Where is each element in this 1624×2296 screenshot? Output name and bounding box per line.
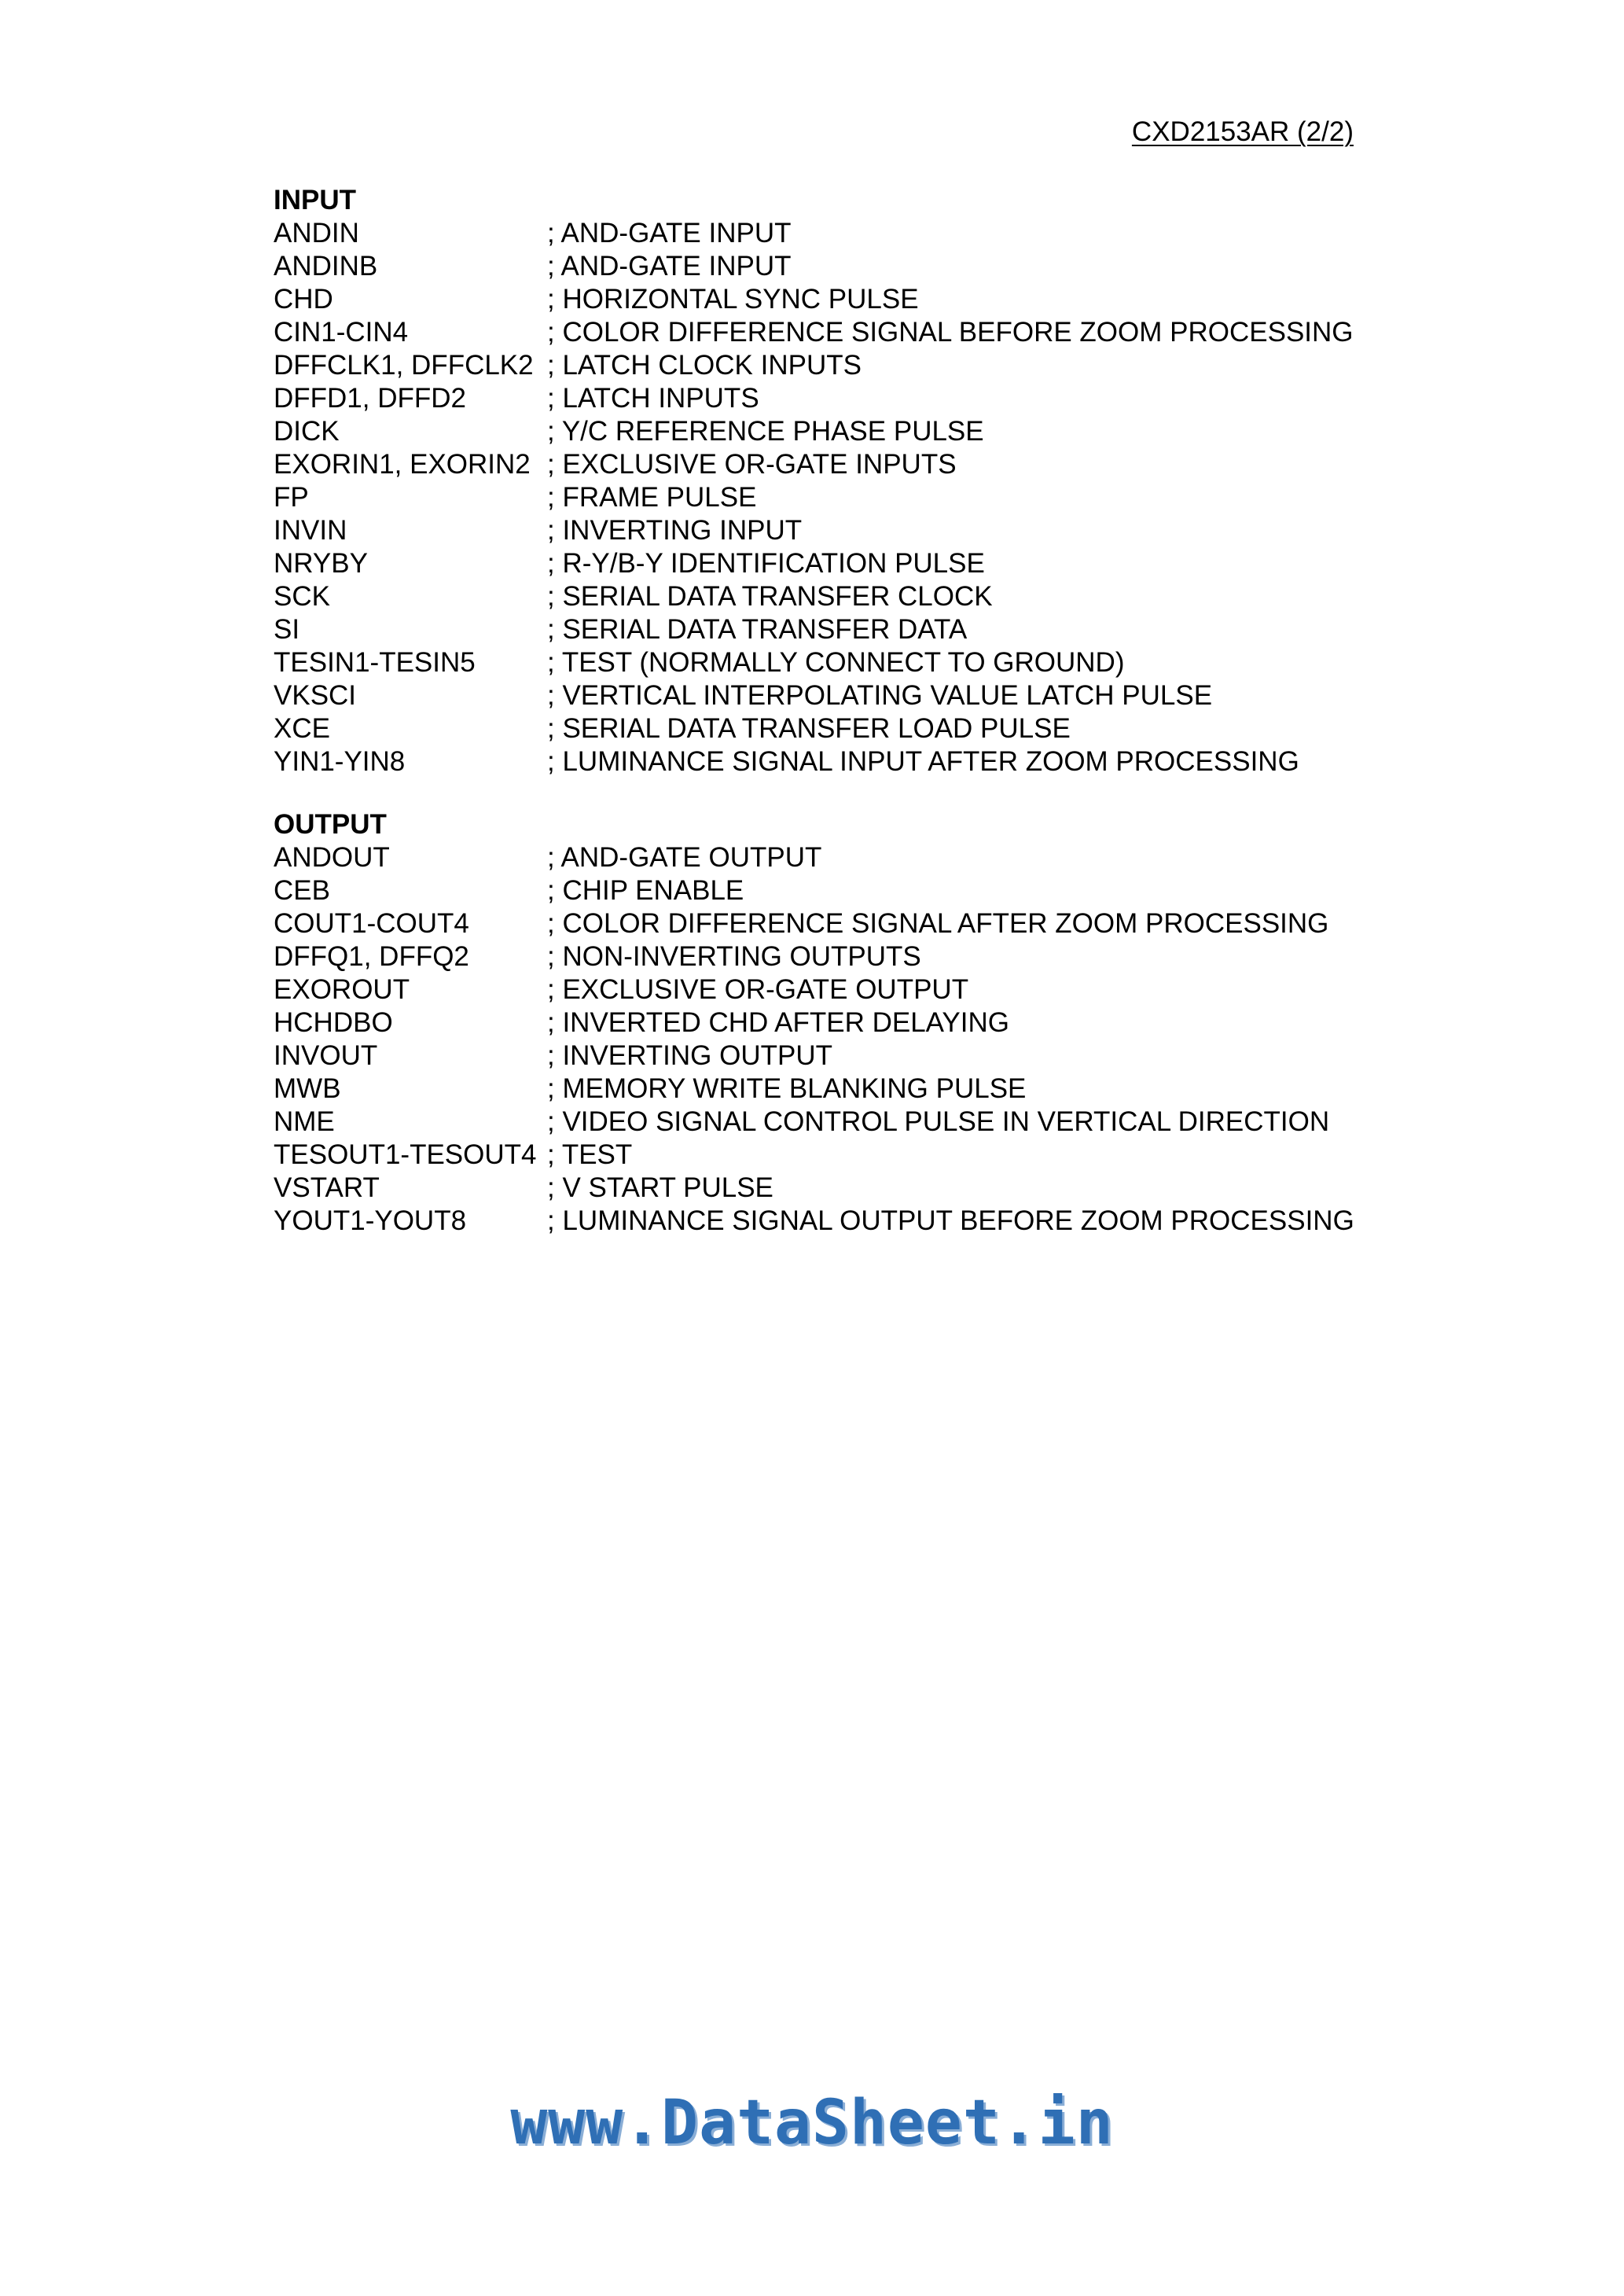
output-pin-row — [274, 1039, 1374, 1073]
pin-description: ; HORIZONTAL SYNC PULSE — [547, 284, 919, 315]
input-pin-row — [274, 448, 1374, 481]
pin-description: ; EXCLUSIVE OR-GATE OUTPUT — [547, 974, 969, 1005]
pin-name: NME — [274, 1106, 335, 1137]
pin-description: ; LATCH INPUTS — [547, 383, 759, 414]
pin-name: NRYBY — [274, 548, 368, 579]
pin-name: DFFD1, DFFD2 — [274, 383, 466, 414]
pin-description: ; SERIAL DATA TRANSFER DATA — [547, 614, 968, 645]
output-pin-row — [274, 841, 1374, 874]
input-pin-section — [274, 184, 1374, 778]
pin-name: ANDINB — [274, 251, 378, 281]
pin-name: EXOROUT — [274, 974, 410, 1005]
output-pin-row — [274, 1006, 1374, 1039]
pin-name: YIN1-YIN8 — [274, 746, 406, 777]
pin-description: ; LATCH CLOCK INPUTS — [547, 350, 862, 381]
pin-description: ; Y/C REFERENCE PHASE PULSE — [547, 416, 984, 447]
pin-description: ; SERIAL DATA TRANSFER CLOCK — [547, 581, 993, 612]
pin-description: ; INVERTING OUTPUT — [547, 1040, 832, 1071]
input-pin-row — [274, 250, 1374, 283]
pin-description: ; LUMINANCE SIGNAL OUTPUT BEFORE ZOOM PROCESSING — [547, 1205, 1354, 1236]
pin-name: INVOUT — [274, 1040, 378, 1071]
output-section-heading: OUTPUT — [274, 809, 387, 840]
pin-name: CHD — [274, 284, 333, 315]
pin-name: DFFQ1, DFFQ2 — [274, 941, 469, 972]
pin-description: ; SERIAL DATA TRANSFER LOAD PULSE — [547, 713, 1071, 744]
output-pin-row — [274, 1073, 1374, 1106]
input-pin-row — [274, 580, 1374, 613]
pin-description: ; INVERTING INPUT — [547, 515, 803, 546]
pin-description: ; V START PULSE — [547, 1172, 773, 1203]
input-pin-row — [274, 745, 1374, 778]
pin-name: FP — [274, 482, 309, 513]
pin-description: ; EXCLUSIVE OR-GATE INPUTS — [547, 449, 957, 480]
input-pin-row — [274, 481, 1374, 514]
pin-description: ; TEST — [547, 1139, 633, 1170]
pin-name: MWB — [274, 1073, 341, 1104]
output-pin-row — [274, 1106, 1374, 1139]
pin-name: YOUT1-YOUT8 — [274, 1205, 467, 1236]
pin-name: XCE — [274, 713, 330, 744]
input-pin-row — [274, 646, 1374, 679]
pin-description: ; NON-INVERTING OUTPUTS — [547, 941, 921, 972]
pin-description: ; CHIP ENABLE — [547, 875, 744, 906]
input-pin-row — [274, 415, 1374, 448]
input-pin-row — [274, 217, 1374, 250]
pin-description: ; AND-GATE INPUT — [547, 251, 792, 281]
pin-name: DFFCLK1, DFFCLK2 — [274, 350, 534, 381]
pin-description: ; INVERTED CHD AFTER DELAYING — [547, 1007, 1009, 1038]
pin-name: ANDIN — [274, 218, 359, 248]
pin-description: ; COLOR DIFFERENCE SIGNAL AFTER ZOOM PROCESSING — [547, 908, 1329, 939]
output-pin-row — [274, 1172, 1374, 1205]
pin-name: VKSCI — [274, 680, 357, 711]
pin-description: ; VERTICAL INTERPOLATING VALUE LATCH PULSE — [547, 680, 1213, 711]
pin-description: ; R-Y/B-Y IDENTIFICATION PULSE — [547, 548, 985, 579]
pin-name: SI — [274, 614, 300, 645]
input-pin-row — [274, 712, 1374, 745]
output-pin-row — [274, 973, 1374, 1006]
input-pin-row — [274, 613, 1374, 646]
pin-name: CIN1-CIN4 — [274, 317, 409, 348]
output-pin-section — [274, 808, 1374, 1238]
datasheet-watermark: www.DataSheet.in — [510, 2088, 1114, 2158]
input-pin-row — [274, 283, 1374, 316]
output-pin-row — [274, 907, 1374, 940]
input-pin-row — [274, 316, 1374, 349]
output-pin-row — [274, 874, 1374, 907]
input-pin-row — [274, 514, 1374, 547]
pin-name: TESOUT1-TESOUT4 — [274, 1139, 537, 1170]
pin-description: ; MEMORY WRITE BLANKING PULSE — [547, 1073, 1027, 1104]
input-pin-row — [274, 679, 1374, 712]
pin-description: ; FRAME PULSE — [547, 482, 757, 513]
output-pin-list — [274, 841, 1374, 1238]
pin-name: INVIN — [274, 515, 347, 546]
pin-name: CEB — [274, 875, 330, 906]
pin-name: TESIN1-TESIN5 — [274, 647, 476, 678]
pin-name: EXORIN1, EXORIN2 — [274, 449, 531, 480]
pin-description: ; LUMINANCE SIGNAL INPUT AFTER ZOOM PROCESSING — [547, 746, 1299, 777]
pin-description: ; COLOR DIFFERENCE SIGNAL BEFORE ZOOM PROCESSING — [547, 317, 1354, 348]
input-section-heading: INPUT — [274, 185, 356, 215]
pin-name: SCK — [274, 581, 330, 612]
input-pin-row — [274, 547, 1374, 580]
pin-description: ; TEST (NORMALLY CONNECT TO GROUND) — [547, 647, 1125, 678]
pin-description: ; AND-GATE INPUT — [547, 218, 792, 248]
pin-description: ; AND-GATE OUTPUT — [547, 842, 822, 873]
input-pin-row — [274, 382, 1374, 415]
pin-name: HCHDBO — [274, 1007, 393, 1038]
input-pin-list — [274, 217, 1374, 778]
pin-name: DICK — [274, 416, 340, 447]
pin-name: ANDOUT — [274, 842, 390, 873]
pin-description: ; VIDEO SIGNAL CONTROL PULSE IN VERTICAL DIRECTION — [547, 1106, 1330, 1137]
input-pin-row — [274, 349, 1374, 382]
pin-name: COUT1-COUT4 — [274, 908, 469, 939]
pin-name: VSTART — [274, 1172, 380, 1203]
output-pin-row — [274, 1139, 1374, 1172]
output-pin-row — [274, 1205, 1374, 1238]
part-number-header: CXD2153AR (2/2) — [1131, 116, 1354, 147]
output-pin-row — [274, 940, 1374, 973]
